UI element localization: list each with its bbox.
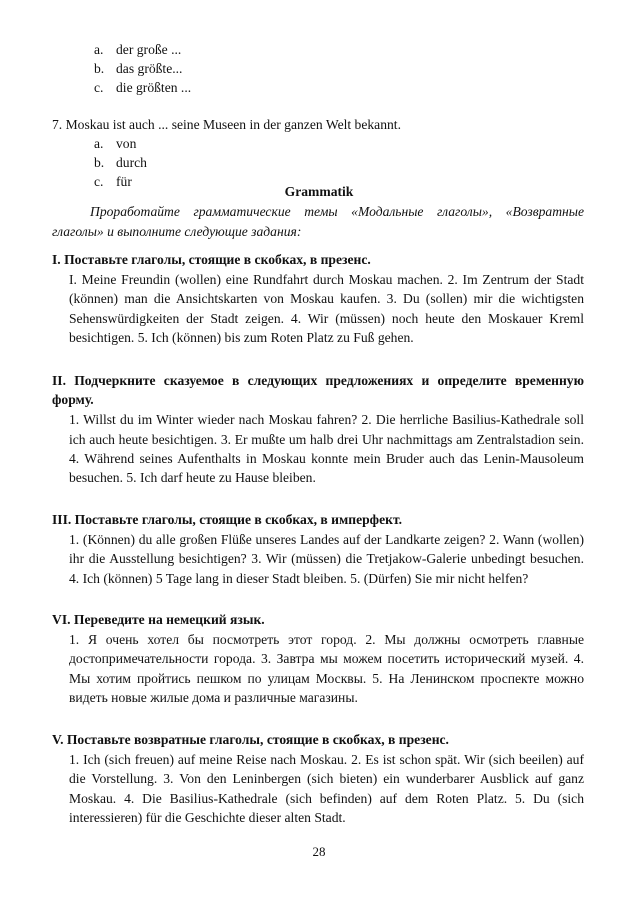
option-c bbox=[0, 78, 638, 97]
option-text: der große ... bbox=[116, 42, 182, 57]
option-text: die größten ... bbox=[116, 80, 192, 96]
option-label: c. bbox=[94, 174, 104, 190]
exercise-5 bbox=[52, 730, 584, 827]
question-7: 7. Moskau ist auch ... seine Museen in der ganzen Welt bekannt. bbox=[52, 117, 401, 132]
option-text: für bbox=[116, 174, 132, 190]
option-b bbox=[0, 59, 638, 78]
exercise-3 bbox=[52, 510, 584, 588]
exercise-body: 1. Я очень хотел бы посмотреть этот город. 2. Мы должны осмотреть главные достопримечательности города. 3. Завтра мы можем посетить исторический музей. 4. Мы хотим пройтись пешком по улицам Москвы. 5. На Ленинском проспекте можно видеть новые жилые дома и различные магазины. bbox=[69, 632, 584, 705]
exercise-heading: II. Подчеркните сказуемое в следующих предложениях и определите временную форму. bbox=[52, 373, 584, 408]
option-label: c. bbox=[94, 80, 104, 96]
option-label: a. bbox=[94, 136, 104, 151]
option-label: a. bbox=[94, 42, 104, 57]
option-label: b. bbox=[94, 61, 105, 77]
q6-options bbox=[0, 40, 638, 98]
option-text: das größte... bbox=[116, 61, 183, 77]
option-b bbox=[0, 153, 638, 172]
exercise-heading: VI. Переведите на немецкий язык. bbox=[52, 612, 265, 627]
exercise-4 bbox=[52, 610, 584, 707]
option-text: von bbox=[116, 136, 137, 151]
exercise-1 bbox=[52, 250, 584, 347]
page-number: 28 bbox=[312, 844, 326, 859]
exercise-body: 1. (Können) du alle großen Flüße unseres Landes auf der Landkarte zeigen? 2. Wann (wollen) ihr die Ausstellung besichtigen? 3. Wir (müssen) die Tretjakow-Galerie unbedingt besuchen. 4. Ich (können) 5 Tage lang in dieser Stadt bleiben. 5. (Dürfen) Sie mir nicht helfen? bbox=[69, 532, 584, 586]
option-label: b. bbox=[94, 155, 105, 171]
exercise-heading: V. Поставьте возвратные глаголы, стоящие в скобках, в презенс. bbox=[52, 732, 449, 747]
option-a bbox=[0, 40, 638, 59]
exercise-heading: I. Поставьте глаголы, стоящие в скобках, в презенс. bbox=[52, 252, 371, 267]
option-a bbox=[0, 134, 638, 153]
section-title: Grammatik bbox=[284, 184, 354, 199]
exercise-body: 1. Ich (sich freuen) auf meine Reise nach Moskau. 2. Es ist schon spät. Wir (sich beeilen) auf die Vorstellung. 3. Von den Leninbergen (sich bieten) ein wunderbarer Ausblick auf ganz Moskau. 4. Die Basilius-Kathedrale (sich befinden) auf dem Roten Platz. 5. Du (sich interessieren) für die Geschichte dieser alten Stadt. bbox=[69, 752, 584, 825]
option-text: durch bbox=[116, 155, 147, 171]
exercise-body: I. Meine Freundin (wollen) eine Rundfahrt durch Moskau machen. 2. Im Zentrum der Stadt (können) man die Ansichtskarten von Moskau kaufen. 3. Du (sollen) mir die wichtigsten Sehenswürdigkeiten der Stadt zeigen. 4. Wir (müssen) noch heute den Moskauer Kreml besichtigen. 5. Ich (können) bis zum Roten Platz zu Fuß gehen. bbox=[69, 272, 584, 345]
exercise-heading: III. Поставьте глаголы, стоящие в скобках, в имперфект. bbox=[52, 512, 403, 527]
exercise-body: 1. Willst du im Winter wieder nach Moskau fahren? 2. Die herrliche Basilius-Kathedrale soll ich auch heute besichtigen. 3. Er mußte um halb drei Uhr nachmittags am Zentralstadion sein. 4. Während seines Aufenthalts in Moskau konnte mein Bruder auch das Lenin-Mausoleum besuchen. 5. Ich darf heute zu Hause bleiben. bbox=[69, 412, 584, 486]
exercise-2 bbox=[52, 371, 584, 487]
instructions: Проработайте грамматические темы «Модальные глаголы», «Возвратные глаголы» и выполните следующие задания: bbox=[52, 204, 584, 239]
